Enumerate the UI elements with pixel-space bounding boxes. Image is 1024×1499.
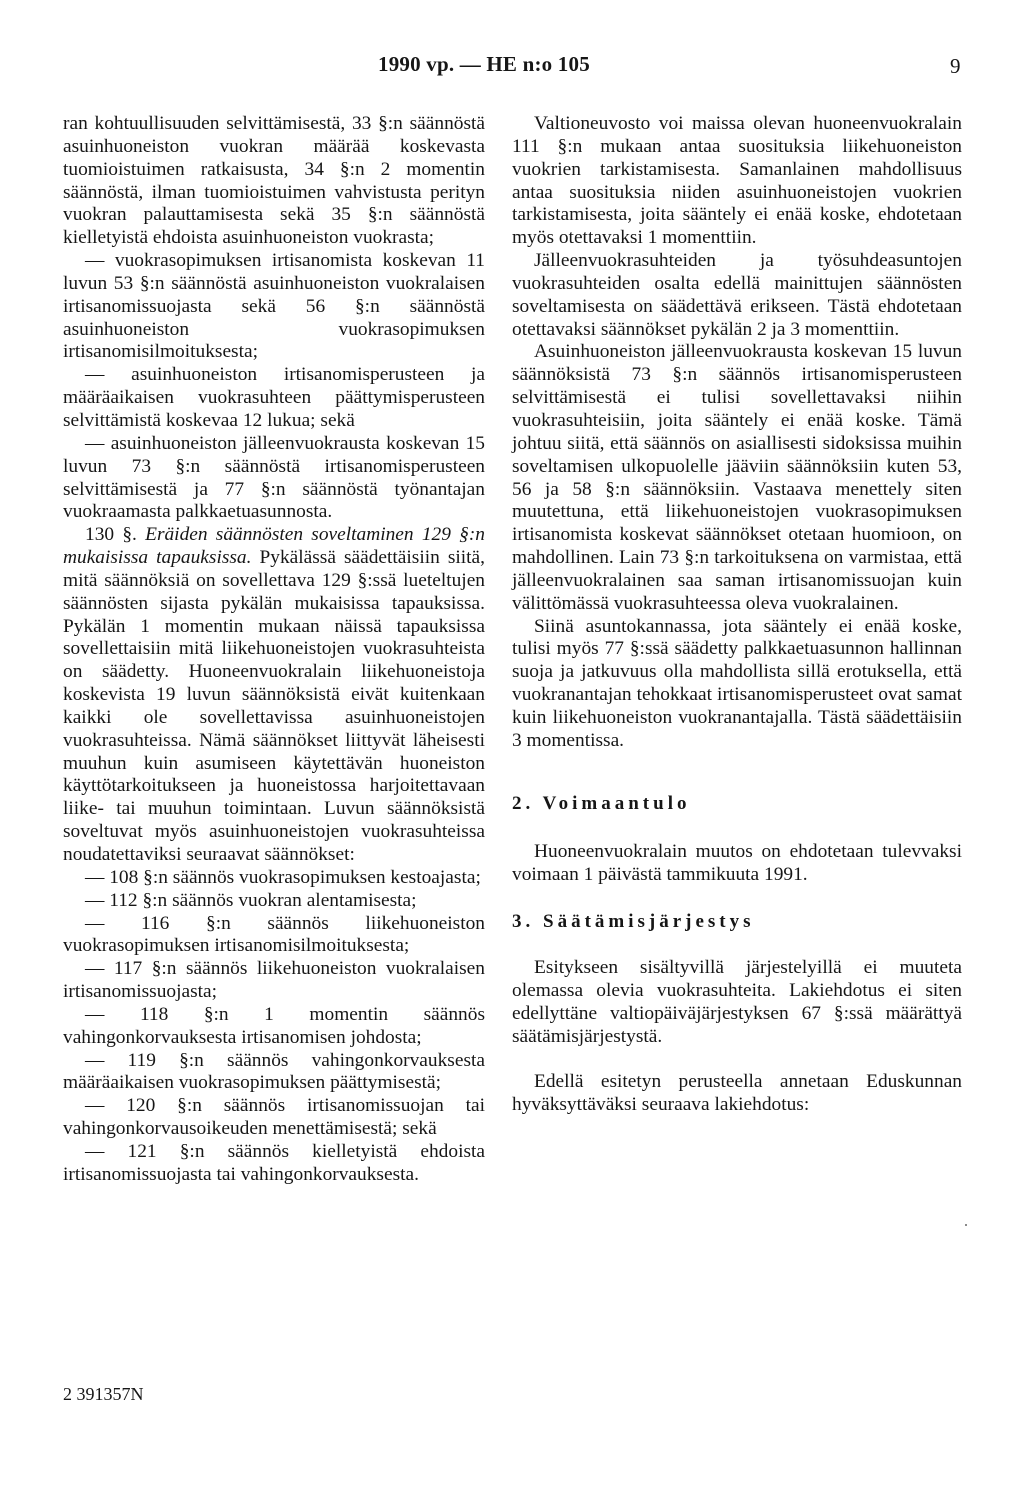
paragraph: Huoneenvuokralain muutos on ehdotetaan tulevvaksi voimaan 1 päivästä tammikuuta 1991. xyxy=(512,841,962,886)
section-heading: 3. Säätämisjärjestys xyxy=(512,911,755,933)
list-item: — 119 §:n säännös vahingonkorvauksesta määräaikaisen vuokrasopimuksen päättymisestä; xyxy=(63,1049,485,1094)
right-column xyxy=(512,113,962,1117)
list-item: — 121 §:n säännös kielletyistä ehdoista irtisanomissuojasta tai vahingonkorvauksesta. xyxy=(63,1140,485,1185)
paragraph: Asuinhuoneiston jälleenvuokrausta koskevan 15 luvun säännöksistä 73 §:n säännös irtisanomisperusteen selvittämisestä ei tulisi sovellettavaksi niihin vuokrasuhteisiin, joita sääntely ei enää koske. Tämä johtuu siitä, että säännös on asiallisesti sidoksissa muihin soveltamisen ulkopuolelle jääviin säännöksiin kuten 53, 56 ja 58 §:n säännöksiin. Vastaava menettely siten muutettuna, että liikehuoneistojen vuokrasopimuksen irtisanomista koskevat säännökset otetaan huomioon, on mahdollinen. Lain 73 §:n tarkoituksena on varmistaa, että jälleenvuokralainen saa saman irtisanomissuojan kuin välittömässä vuokrasuhteessa oleva vuokralainen. xyxy=(512,341,962,614)
list-item: — 112 §:n säännös vuokran alentamisesta; xyxy=(85,889,417,911)
paragraph: Valtioneuvosto voi maissa olevan huoneenvuokralain 111 §:n mukaan antaa suosituksia liikehuoneiston vuokrien tarkistamisesta. Samanlainen mahdollisuus antaa suosituksia niiden asuinhuoneistojen vuokrien tarkistamisesta, joita sääntely ei enää koske, ehdotetaan myös otettavaksi 1 momenttiin. xyxy=(512,113,962,249)
list-item: — 116 §:n säännös liikehuoneiston vuokrasopimuksen irtisanomisilmoituksesta; xyxy=(63,912,485,957)
section-number: 130 §. xyxy=(85,524,137,546)
list-item: — 117 §:n säännös liikehuoneiston vuokralaisen irtisanomissuojasta; xyxy=(63,958,485,1003)
page-number: 9 xyxy=(950,54,961,78)
section-heading: 2. Voimaantulo xyxy=(512,792,691,814)
running-head: 1990 vp. — HE n:o 105 xyxy=(378,52,590,76)
section-title: Eräiden säännösten soveltaminen 129 §:n mukaisissa tapauksissa. xyxy=(63,524,485,569)
section-130-paragraph xyxy=(63,524,485,867)
list-item: — 118 §:n 1 momentin säännös vahingonkorvauksesta irtisanomisen johdosta; xyxy=(63,1003,485,1048)
print-code: 2 391357N xyxy=(63,1384,144,1404)
dash-paragraph: — asuinhuoneiston jälleenvuokrausta koskevan 15 luvun 73 §:n säännöstä irtisanomisperusteen selvittämisestä ja 77 §:n säännöstä työnantajan vuokraamasta palkkaetuasunnosta. xyxy=(63,432,485,523)
list-item: — 108 §:n säännös vuokrasopimuksen kestoajasta; xyxy=(85,866,481,888)
paragraph: ran kohtuullisuuden selvittämisestä, 33 §:n säännöstä asuinhuoneiston vuokran määrää koskevasta tuomioistuimen ratkaisusta, 34 §:n 2 momentin säännöstä, ilman tuomioistuimen vahvistusta perityn vuokran palauttamisesta sekä 35 §:n säännöstä kielletyistä ehdoista asuinhuoneiston vuokrasta; xyxy=(63,113,485,249)
list-item: — 120 §:n säännös irtisanomissuojan tai vahingonkorvausoikeuden menettämisestä; sekä xyxy=(63,1095,485,1140)
paragraph: Esitykseen sisältyvillä järjestelyillä ei muuteta olemassa olevia vuokrasuhteita. Lakiehdotus ei siten edellyttäne valtiopäiväjärjestyksen 67 §:ssä määrättyä säätämisjärjestystä. xyxy=(512,957,962,1047)
section-body: Pykälässä säädettäisiin siitä, mitä säännöksiä on sovellettava 129 §:ssä lueteltujen säännösten sijasta pykälän mukaisissa tapauksissa. Pykälän 1 momentin mukaan näissä tapauksissa sovellettaisiin mitä liikehuoneistojen vuokrasuhteista on säädetty. Huoneenvuokralain liikehuoneistoja koskevista 19 luvun säännöksistä eivät kuitenkaan kaikki ole sovellettavissa asuinhuoneistojen vuokrasuhteissa. Nämä säännökset liittyvät läheisesti muuhun kuin asumiseen käytettävän huoneiston käyttötarkoitukseen ja huoneistossa harjoitettavaan liike- tai muuhun toimintaan. Luvun säännöksistä soveltuvat myös asuinhuoneistojen vuokrasuhteissa noudatettaviksi seuraavat säännökset: xyxy=(63,547,485,865)
page-header xyxy=(0,52,1024,82)
dash-paragraph: — vuokrasopimuksen irtisanomista koskevan 11 luvun 53 §:n säännöstä asuinhuoneiston vuokralaisen irtisanomissuojasta sekä 56 §:n säännöstä asuinhuoneiston vuokrasopimuksen irtisanomisilmoituksesta; xyxy=(63,250,485,363)
dash-paragraph: — asuinhuoneiston irtisanomisperusteen ja määräaikaisen vuokrasuhteen päättymisperusteen selvittämistä koskevaa 12 lukua; sekä xyxy=(63,364,485,431)
paragraph: Jälleenvuokrasuhteiden ja työsuhdeasuntojen vuokrasuhteiden osalta edellä mainittujen säännösten soveltamisesta on säädettävä erikseen. Tästä ehdotetaan otettavaksi säännökset pykälän 2 ja 3 momenttiin. xyxy=(512,250,962,340)
left-column xyxy=(63,113,485,1187)
paragraph: Siinä asuntokannassa, jota sääntely ei enää koske, tulisi myös 77 §:ssä säädetty palkkaetuasunnon hallinnan suoja ja jatkuvuus olla mahdollista sillä erotuksella, että vuokranantajan tehokkaat irtisanomisperusteet ovat samat kuin liikehuoneiston vuokranantajalla. Tästä säädettäisiin 3 momentissa. xyxy=(512,615,962,751)
scan-speck xyxy=(965,1224,967,1226)
closing-paragraph: Edellä esitetyn perusteella annetaan Eduskunnan hyväksyttäväksi seuraava lakiehdotus: xyxy=(512,1071,962,1116)
